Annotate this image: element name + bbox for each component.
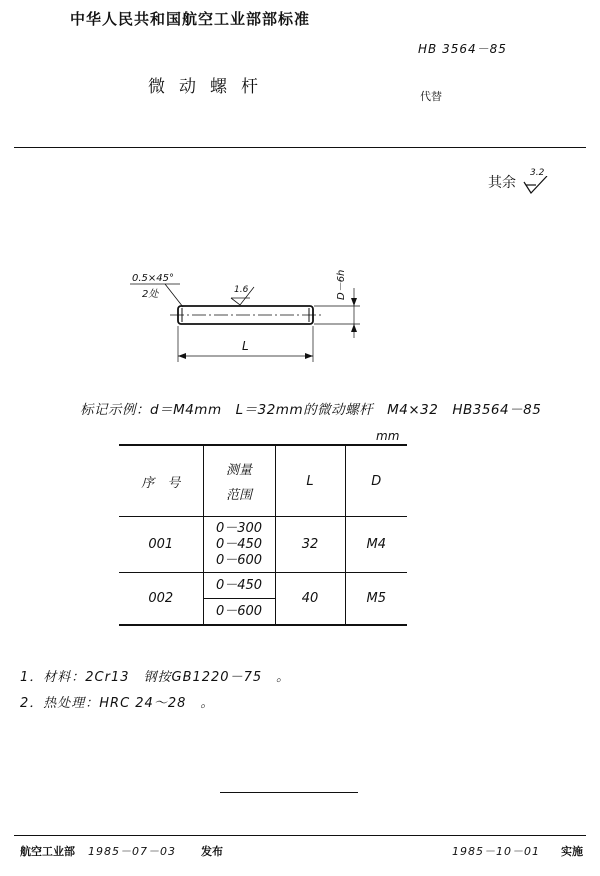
note-material: 1．材料：2Cr13 钢按GB1220－75 。 xyxy=(20,670,291,685)
range-value: 0－450 xyxy=(215,536,263,552)
footer-issue-label: 发布 xyxy=(201,845,223,858)
row-L: 40 xyxy=(275,573,345,626)
part-drawing xyxy=(120,250,380,370)
table-unit: mm xyxy=(376,429,400,443)
document-title: 微动螺杆 xyxy=(148,77,272,97)
row-range xyxy=(203,573,275,626)
header-range-line1: 测量 xyxy=(225,463,252,478)
roughness-mark: 1.6 xyxy=(234,285,249,295)
footer-effective-label: 实施 xyxy=(561,845,583,858)
row-seq: 001 xyxy=(119,517,203,573)
row-L: 32 xyxy=(275,517,345,573)
footer-divider xyxy=(14,835,586,836)
row-range xyxy=(203,517,275,573)
note-heat-treatment: 2．热处理：HRC 24～28 。 xyxy=(20,696,215,711)
header-L: L xyxy=(275,445,345,517)
row-D: M4 xyxy=(345,517,407,573)
range-value: 0－300 xyxy=(215,520,263,536)
footer-effective-date: 1985－10－01 xyxy=(452,845,540,858)
end-rule xyxy=(220,792,358,793)
table-row xyxy=(119,517,407,573)
row-seq: 002 xyxy=(119,573,203,626)
chamfer-spec: 0.5×45° xyxy=(132,273,175,284)
range-value: 0－450 xyxy=(204,573,275,599)
header-divider xyxy=(14,147,586,148)
roughness-symbol-icon xyxy=(523,176,551,196)
header-seq: 序 号 xyxy=(119,445,203,517)
range-value: 0－600 xyxy=(215,604,263,619)
roughness-label: 其余 xyxy=(488,175,516,191)
diameter-label: D－6h xyxy=(336,269,347,300)
header-D: D xyxy=(345,445,407,517)
row-D: M5 xyxy=(345,573,407,626)
header-range-line2: 范围 xyxy=(225,488,252,503)
standard-number: HB 3564－85 xyxy=(418,42,507,56)
issuing-organization: 中华人民共和国航空工业部部标准 xyxy=(70,10,311,28)
chamfer-count: 2处 xyxy=(142,289,159,300)
replaces-label: 代替 xyxy=(420,90,442,103)
roughness-value: 3.2 xyxy=(530,168,545,178)
table-header-row xyxy=(119,445,407,517)
length-label: L xyxy=(242,339,249,353)
footer-issue-date: 1985－07－03 xyxy=(88,845,176,858)
header-range xyxy=(203,445,275,517)
spec-table xyxy=(119,444,407,626)
marking-example: 标记示例：d＝M4mm L＝32mm的微动螺杆 M4×32 HB3564－85 xyxy=(80,402,542,418)
range-value: 0－600 xyxy=(215,552,263,568)
footer-issuer: 航空工业部 xyxy=(20,845,75,858)
table-row xyxy=(119,573,407,626)
